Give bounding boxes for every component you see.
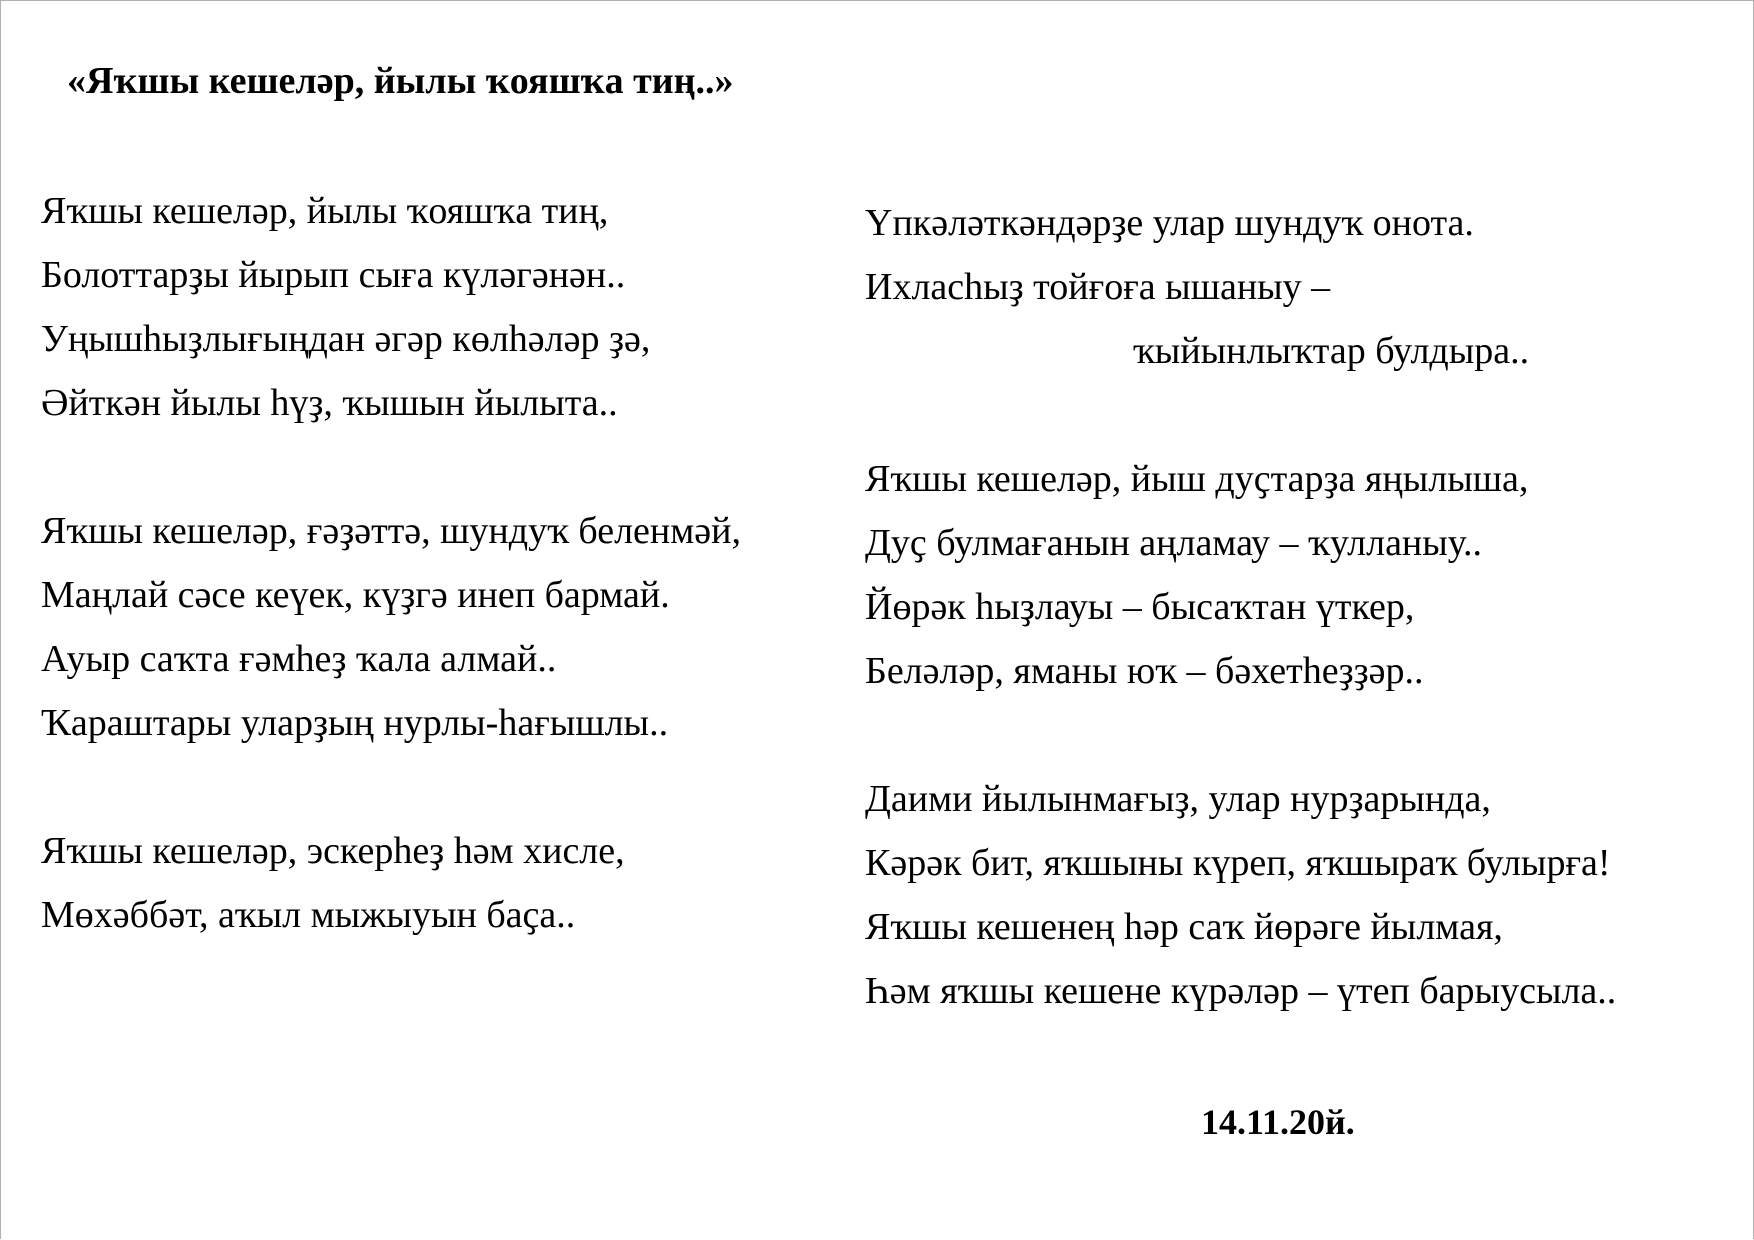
verse-line: Йөрәк һыҙлауы – бысаҡтан үткер, (865, 586, 1415, 628)
verse-line: Ауыр саҡта ғәмһеҙ ҡала алмай.. (41, 638, 557, 680)
stanza-right-3 (865, 767, 1725, 1023)
verse-line: Кәрәк бит, яҡшыны күреп, яҡшыраҡ булырға! (865, 842, 1611, 884)
verse-line: Дуҫ булмағанын аңламау – ҡулланыу.. (865, 522, 1482, 564)
verse-line: Һәм яҡшы кешене күрәләр – үтеп барыусыла.. (865, 970, 1617, 1012)
verse-line-indented: ҡыйынлыҡтар булдыра.. (1133, 330, 1530, 372)
stanza-left-3 (41, 819, 831, 947)
verse-line: Даими йылынмағыҙ, улар нурҙарында, (865, 778, 1491, 820)
stanza-spacer (865, 383, 1725, 447)
verse-line: Болоттарҙы йырып сыға күләгәнән.. (41, 254, 626, 296)
stanza-spacer (41, 755, 831, 819)
verse-line: Үпкәләткәндәрҙе улар шундуҡ онота. (865, 202, 1474, 244)
stanza-left-2 (41, 499, 831, 755)
poem-date: 14.11.20й. (1201, 1102, 1355, 1142)
verse-line: Уңышһыҙлығыңдан әгәр көлһәләр ҙә, (41, 318, 651, 360)
verse-line: Әйткән йылы һүҙ, ҡышын йылыта.. (41, 382, 618, 424)
stanza-right-1 (865, 191, 1725, 383)
verse-line: Яҡшы кешеләр, йылы ҡояшҡа тиң, (41, 190, 609, 232)
stanza-spacer (41, 435, 831, 499)
verse-line: Маңлай сәсе кеүек, күҙгә инеп бармай. (41, 574, 670, 616)
right-column (865, 191, 1725, 1023)
verse-line: Яҡшы кешеләр, йыш дуҫтарҙа яңылыша, (865, 458, 1529, 500)
verse-line: Ихласһыҙ тойғоға ышаныу – (865, 266, 1331, 308)
stanza-right-2 (865, 447, 1725, 703)
verse-line: Яҡшы кешеләр, эскерһеҙ һәм хисле, (41, 830, 625, 872)
stanza-left-1 (41, 179, 831, 435)
stanza-spacer (865, 703, 1725, 767)
verse-line: Ҡараштары уларҙың нурлы-һағышлы.. (41, 702, 669, 744)
verse-line: Беләләр, яманы юҡ – бәхетһеҙҙәр.. (865, 650, 1424, 692)
verse-line: Яҡшы кешеләр, ғәҙәттә, шундуҡ беленмәй, (41, 510, 741, 552)
left-column (41, 179, 831, 947)
verse-line: Яҡшы кешенең һәр саҡ йөрәге йылмая, (865, 906, 1503, 948)
verse-line: Мөхәббәт, аҡыл мыжыуын баҫа.. (41, 894, 576, 936)
poem-title: «Яҡшы кешеләр, йылы ҡояшҡа тиң..» (67, 60, 734, 102)
